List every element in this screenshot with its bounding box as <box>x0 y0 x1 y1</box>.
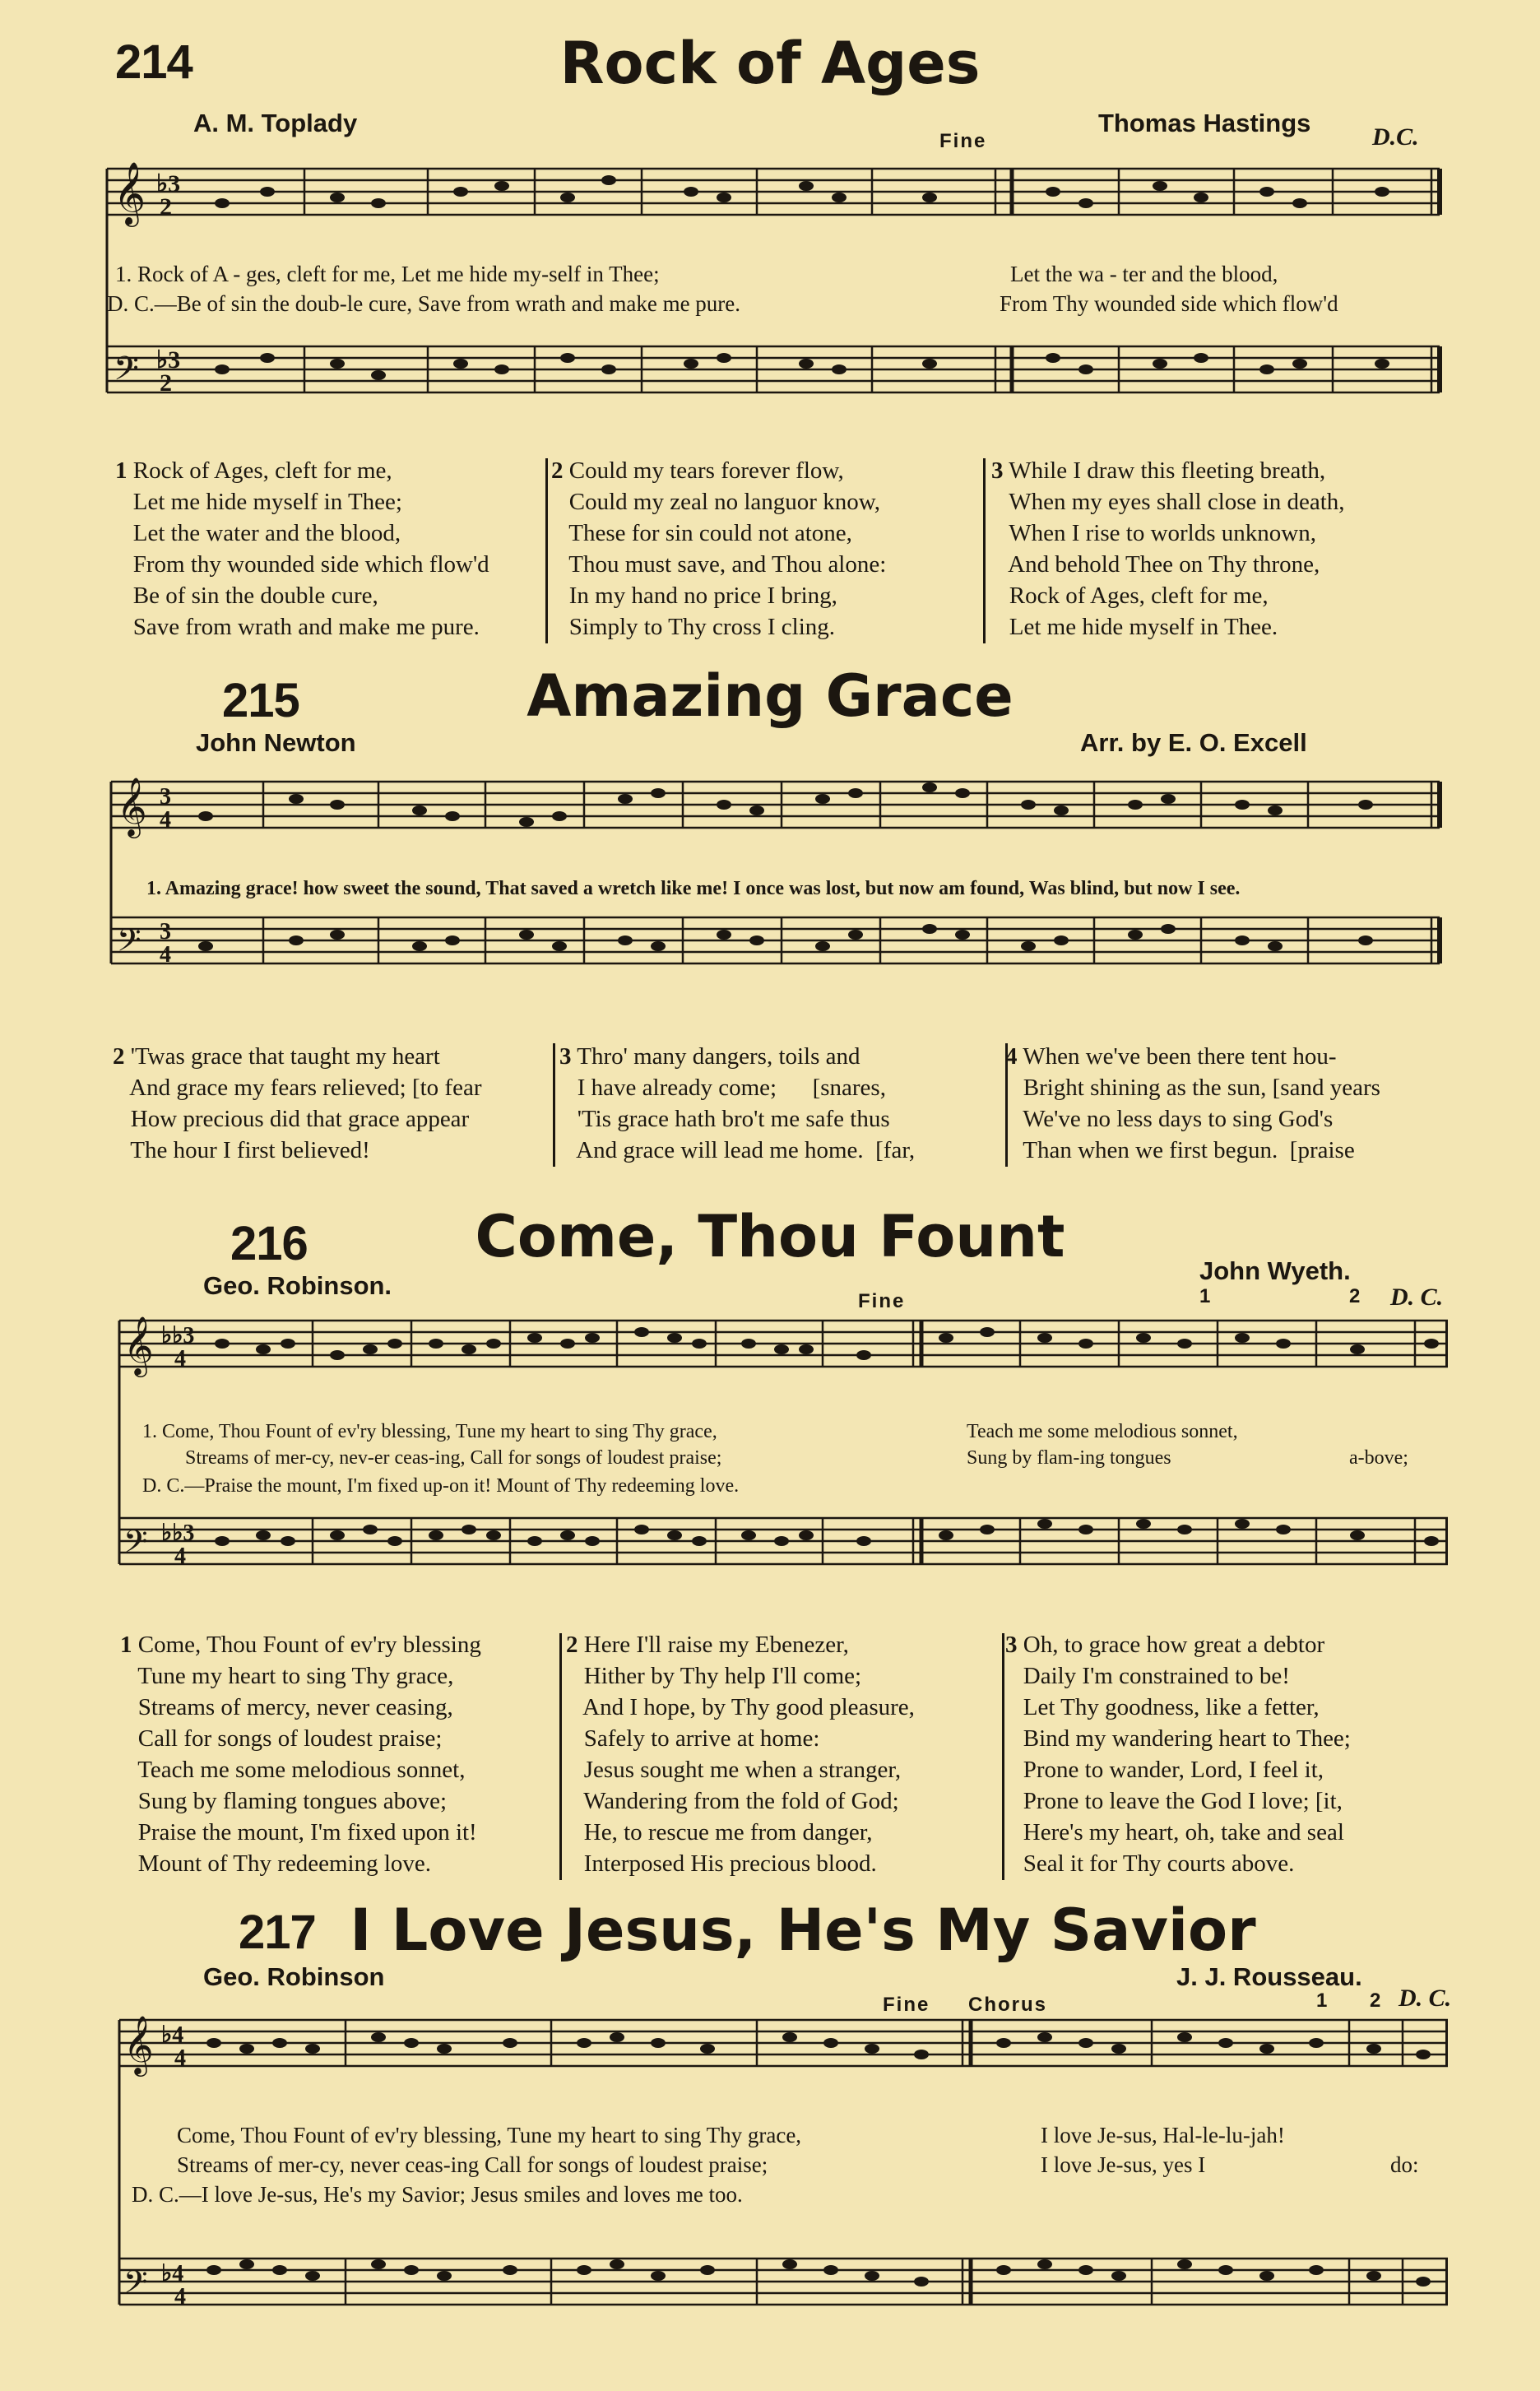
svg-text:♭3: ♭3 <box>156 170 181 197</box>
fine-marker: Fine <box>858 1290 906 1312</box>
dc-marker: D. C. <box>1399 1985 1452 2012</box>
svg-text:♭3: ♭3 <box>156 346 181 374</box>
svg-text:𝄢: 𝄢 <box>114 350 139 396</box>
svg-text:2: 2 <box>160 369 172 397</box>
words-credit: A. M. Toplady <box>193 109 358 137</box>
hymn-title: Come, Thou Fount <box>475 1203 1065 1270</box>
lyric-line: Streams of mer-cy, nev-er ceas-ing, Call for songs of loudest praise; <box>185 1447 722 1469</box>
verse-2: 2 Could my tears forever flow, Could my zeal no languor know, These for sin could not atone, Thou must save, and Thou alone: In my hand no price I bring, Simply to Thy cross I cling. <box>551 457 887 640</box>
svg-text:3: 3 <box>160 784 171 810</box>
svg-text:𝄞: 𝄞 <box>114 161 146 225</box>
lyric-line: a-bove; <box>1349 1447 1408 1469</box>
svg-text:4: 4 <box>160 942 171 968</box>
svg-text:♭♭3: ♭♭3 <box>161 1520 195 1546</box>
verse-divider <box>983 458 986 643</box>
lyric-line: Come, Thou Fount of ev'ry blessing, Tune my heart to sing Thy grace, <box>177 2123 802 2147</box>
music-credit: Thomas Hastings <box>1098 109 1311 137</box>
verse-2: 2 Here I'll raise my Ebenezer, Hither by Thy help I'll come; And I hope, by Thy good pleasure, Safely to arrive at home: Jesus sought me when a stranger, Wandering from the fold of God; He, to rescue me from danger, Interposed His precious blood. <box>566 1632 915 1877</box>
fine-marker: Fine <box>883 1994 930 2016</box>
words-credit: John Newton <box>196 728 356 757</box>
lyric-line: I love Je-sus, Hal-le-lu-jah! <box>1041 2123 1285 2147</box>
lyric-line: 1. Amazing grace! how sweet the sound, That saved a wretch like me! I once was lost, but now am found, Was blind, but now I see. <box>146 878 1241 899</box>
lyric-line: D. C.—Praise the mount, I'm fixed up-on it! Mount of Thy redeeming love. <box>142 1475 740 1497</box>
lyric-line: From Thy wounded side which flow'd <box>1000 291 1338 316</box>
svg-text:𝄞: 𝄞 <box>117 776 147 836</box>
verse-2: 2 'Twas grace that taught my heart And grace my fears relieved; [to fear How precious did that grace appear The hour I first believed! <box>113 1043 482 1163</box>
svg-text:𝄢: 𝄢 <box>117 922 141 966</box>
hymn-number: 217 <box>239 1906 316 1959</box>
second-ending: 2 <box>1370 1989 1383 2012</box>
svg-text:2: 2 <box>160 193 172 221</box>
chorus-marker: Chorus <box>968 1994 1047 2016</box>
lyric-line: D. C.—Be of sin the doub-le cure, Save from wrath and make me pure. <box>107 291 741 316</box>
hymn-title: Rock of Ages <box>559 30 981 97</box>
svg-text:𝄞: 𝄞 <box>123 2014 154 2074</box>
verse-3: 3 Thro' many dangers, toils and I have already come; [snares, 'Tis grace hath bro't me safe thus And grace will lead me home. [far, <box>559 1043 916 1163</box>
words-credit: Geo. Robinson <box>203 1962 385 1991</box>
lyric-line: D. C.—I love Je-sus, He's my Savior; Jesus smiles and loves me too. <box>132 2182 743 2207</box>
verse-4: 4 When we've been there tent hou- Bright shining as the sun, [sand years We've no less days to sing God's Than when we first begun. [praise <box>1005 1043 1380 1163</box>
svg-text:4: 4 <box>174 2284 186 2310</box>
fine-marker: Fine <box>939 130 987 152</box>
first-ending: 1 <box>1316 1989 1329 2012</box>
svg-text:𝄢: 𝄢 <box>123 1523 148 1567</box>
hymn-title: Amazing Grace <box>526 662 1014 730</box>
lyric-line: Streams of mer-cy, never ceas-ing Call for songs of loudest praise; <box>177 2152 768 2177</box>
verse-3: 3 While I draw this fleeting breath, When my eyes shall close in death, When I rise to worlds unknown, And behold Thee on Thy throne, Rock of Ages, cleft for me, Let me hide myself in Thee. <box>991 457 1345 640</box>
dc-marker: D.C. <box>1372 123 1419 151</box>
verse-1: 1 Rock of Ages, cleft for me, Let me hide myself in Thee; Let the water and the blood, From thy wounded side which flow'd Be of sin the double cure, Save from wrath and make me pure. <box>115 457 489 640</box>
music-credit: J. J. Rousseau. <box>1176 1962 1362 1991</box>
verse-divider <box>559 1633 562 1880</box>
verse-divider <box>553 1043 555 1167</box>
hymn-number: 214 <box>115 35 192 89</box>
verse-divider <box>545 458 548 643</box>
lyric-line: do: <box>1390 2152 1419 2177</box>
svg-text:4: 4 <box>174 1346 186 1372</box>
words-credit: Geo. Robinson. <box>203 1271 392 1300</box>
lyric-line: 1. Rock of A - ges, cleft for me, Let me hide my-self in Thee; <box>115 262 660 286</box>
svg-text:♭4: ♭4 <box>161 2022 184 2048</box>
svg-text:4: 4 <box>160 807 171 833</box>
lyric-line: I love Je-sus, yes I <box>1041 2152 1206 2177</box>
hymn-number: 215 <box>222 674 299 727</box>
svg-text:♭4: ♭4 <box>161 2261 184 2287</box>
hymn-number: 216 <box>230 1217 308 1270</box>
verse-3: 3 Oh, to grace how great a debtor Daily I'm constrained to be! Let Thy goodness, like a fetter, Bind my wandering heart to Thee; Prone to wander, Lord, I feel it, Prone to leave the God I love; [it, Here's my heart, oh, take and seal Seal it for Thy courts above. <box>1005 1632 1351 1877</box>
lyric-line: Sung by flam-ing tongues <box>967 1447 1171 1469</box>
music-credit: Arr. by E. O. Excell <box>1080 728 1307 757</box>
first-ending: 1 <box>1199 1285 1213 1307</box>
dc-marker: D. C. <box>1390 1284 1444 1311</box>
svg-text:𝄢: 𝄢 <box>123 2263 148 2308</box>
svg-text:𝄞: 𝄞 <box>123 1315 154 1375</box>
lyric-line: 1. Come, Thou Fount of ev'ry blessing, Tune my heart to sing Thy grace, <box>142 1421 717 1442</box>
hymn-title: I Love Jesus, He's My Savior <box>350 1897 1256 1964</box>
lyric-line: Teach me some melodious sonnet, <box>967 1421 1238 1442</box>
svg-text:♭♭3: ♭♭3 <box>161 1323 195 1349</box>
music-credit: John Wyeth. <box>1199 1256 1351 1285</box>
svg-text:3: 3 <box>160 919 171 945</box>
lyric-line: Let the wa - ter and the blood, <box>1010 262 1278 286</box>
second-ending: 2 <box>1349 1285 1362 1307</box>
svg-text:4: 4 <box>174 1544 186 1569</box>
svg-text:4: 4 <box>174 2045 186 2071</box>
verse-1: 1 Come, Thou Fount of ev'ry blessing Tune my heart to sing Thy grace, Streams of mercy, never ceasing, Call for songs of loudest praise; Teach me some melodious sonnet, Sung by flaming tongues above; Praise the mount, I'm fixed upon it! Mount of Thy redeeming love. <box>120 1632 481 1877</box>
verse-divider <box>1002 1633 1004 1880</box>
